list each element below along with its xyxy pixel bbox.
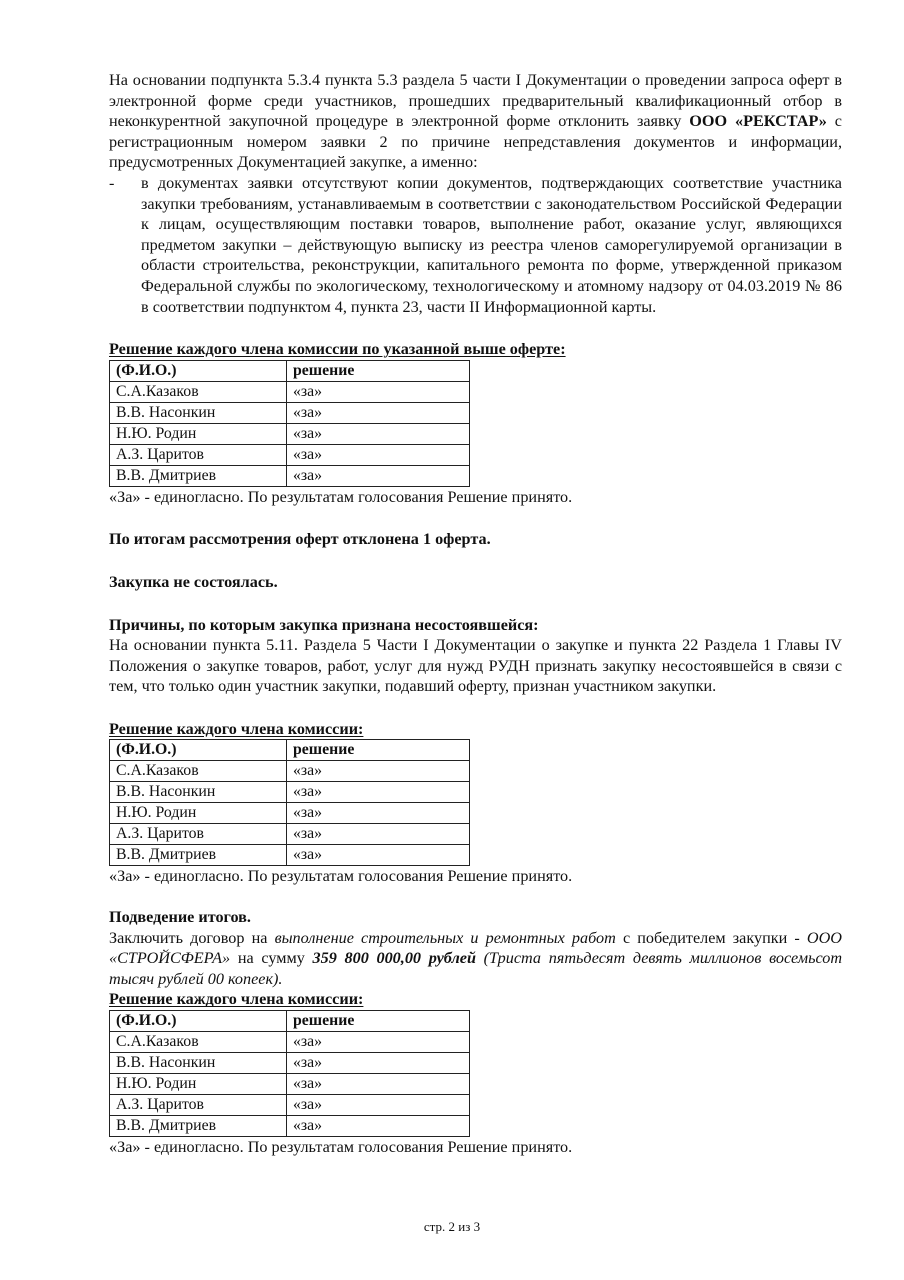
list-dash: - bbox=[109, 173, 115, 192]
vote-heading-1: Решение каждого члена комиссии по указанной выше оферте: bbox=[109, 340, 566, 359]
member-decision: «за» bbox=[287, 1032, 470, 1053]
contract-subject: выполнение строительных и ремонтных работ bbox=[274, 928, 616, 947]
member-decision: «за» bbox=[287, 824, 470, 845]
summary-part: Заключить договор на bbox=[109, 928, 275, 947]
member-name: Н.Ю. Родин bbox=[110, 1074, 287, 1095]
page-number: стр. 2 из 3 bbox=[423, 1219, 481, 1234]
summary-part: на сумму bbox=[230, 949, 313, 968]
member-name: В.В. Насонкин bbox=[110, 402, 287, 423]
table-row bbox=[110, 465, 470, 486]
rejection-reason-item bbox=[109, 173, 842, 317]
member-decision: «за» bbox=[287, 444, 470, 465]
rejection-paragraph bbox=[109, 70, 842, 173]
col-header-decision: решение bbox=[287, 740, 470, 761]
member-decision: «за» bbox=[287, 845, 470, 866]
vote-result-3: «За» - единогласно. По результатам голосования Решение принято. bbox=[109, 1138, 573, 1157]
col-header-decision: решение bbox=[287, 1011, 470, 1032]
member-decision: «за» bbox=[287, 1116, 470, 1137]
rejection-text-end: с регистрационным номером заявки 2 по причине непредставления документов и информации, предусмотренных Документацией закупке, а именно: bbox=[109, 112, 842, 172]
table-row bbox=[110, 1032, 470, 1053]
rejected-summary: По итогам рассмотрения оферт отклонена 1 оферта. bbox=[109, 530, 491, 549]
member-decision: «за» bbox=[287, 1095, 470, 1116]
vote-result-2: «За» - единогласно. По результатам голосования Решение принято. bbox=[109, 867, 573, 886]
member-name: С.А.Казаков bbox=[110, 1032, 287, 1053]
member-name: В.В. Дмитриев bbox=[110, 1116, 287, 1137]
member-decision: «за» bbox=[287, 381, 470, 402]
member-name: В.В. Дмитриев bbox=[110, 845, 287, 866]
table-row bbox=[110, 1074, 470, 1095]
summary-part: с победителем закупки - bbox=[615, 928, 807, 947]
member-decision: «за» bbox=[287, 423, 470, 444]
member-decision: «за» bbox=[287, 402, 470, 423]
vote-table-1 bbox=[109, 360, 470, 487]
table-row bbox=[110, 824, 470, 845]
reasons-heading: Причины, по которым закупка признана несостоявшейся: bbox=[109, 615, 539, 634]
contract-amount: 359 800 000,00 рублей bbox=[312, 949, 476, 968]
member-name: С.А.Казаков bbox=[110, 381, 287, 402]
member-decision: «за» bbox=[287, 803, 470, 824]
vote-heading-3: Решение каждого члена комиссии: bbox=[109, 990, 364, 1009]
table-row bbox=[110, 444, 470, 465]
vote-table-2 bbox=[109, 739, 470, 866]
table-header-row bbox=[110, 1011, 470, 1032]
summary-text bbox=[109, 928, 842, 990]
not-held-statement: Закупка не состоялась. bbox=[109, 572, 278, 591]
summary-heading: Подведение итогов. bbox=[109, 908, 251, 927]
table-row bbox=[110, 381, 470, 402]
member-name: А.З. Царитов bbox=[110, 1095, 287, 1116]
member-decision: «за» bbox=[287, 1053, 470, 1074]
table-row bbox=[110, 402, 470, 423]
contract-amount-words: (Триста пятьдесят девять миллионов восемьсот тысяч рублей 00 копеек). bbox=[109, 949, 843, 988]
vote-heading-2: Решение каждого члена комиссии: bbox=[109, 719, 364, 738]
member-decision: «за» bbox=[287, 1074, 470, 1095]
member-decision: «за» bbox=[287, 761, 470, 782]
col-header-name: (Ф.И.О.) bbox=[110, 1011, 287, 1032]
rejected-company: ООО «РЕКСТАР» bbox=[689, 112, 827, 131]
table-row bbox=[110, 803, 470, 824]
member-name: С.А.Казаков bbox=[110, 761, 287, 782]
member-name: Н.Ю. Родин bbox=[110, 423, 287, 444]
col-header-decision: решение bbox=[287, 360, 470, 381]
rejection-reason-text: в документах заявки отсутствуют копии документов, подтверждающих соответствие участника закупки требованиям, устанавливаемым в соответствии с законодательством Российской Федерации к лицам, осуществляющим поставки товаров, выполнение работ, оказание услуг, являющихся предметом закупки – действующую выписку из реестра членов саморегулируемой организации в области строительства, реконструкции, капитального ремонта по форме, утвержденной приказом Федеральной службы по экологическому, технологическому и атомному надзору от 04.03.2019 № 86 в соответствии подпунктом 4, пункта 23, части II Информационной карты. bbox=[141, 173, 842, 316]
col-header-name: (Ф.И.О.) bbox=[110, 740, 287, 761]
rejection-text-start: На основании подпункта 5.3.4 пункта 5.3 раздела 5 части I Документации о проведении запроса оферт в электронной форме среди участников, прошедших предварительный квалификационный отбор в неконкурентной закупочной процедуре в электронной форме отклонить заявку bbox=[109, 71, 842, 131]
vote-table-3 bbox=[109, 1010, 470, 1137]
member-name: В.В. Насонкин bbox=[110, 782, 287, 803]
table-row bbox=[110, 423, 470, 444]
table-header-row bbox=[110, 740, 470, 761]
member-name: В.В. Насонкин bbox=[110, 1053, 287, 1074]
table-row bbox=[110, 1095, 470, 1116]
member-decision: «за» bbox=[287, 782, 470, 803]
table-row bbox=[110, 761, 470, 782]
table-row bbox=[110, 782, 470, 803]
reasons-text: На основании пункта 5.11. Раздела 5 Части I Документации о закупке и пункта 22 Раздела 1 Главы IV Положения о закупке товаров, работ, услуг для нужд РУДН признать закупку несостоявшейся в связи с тем, что только один участник закупки, подавший оферту, признан участником закупки. bbox=[109, 636, 842, 696]
table-row bbox=[110, 1053, 470, 1074]
member-name: А.З. Царитов bbox=[110, 444, 287, 465]
table-header-row bbox=[110, 360, 470, 381]
member-decision: «за» bbox=[287, 465, 470, 486]
table-row bbox=[110, 845, 470, 866]
member-name: В.В. Дмитриев bbox=[110, 465, 287, 486]
table-row bbox=[110, 1116, 470, 1137]
member-name: А.З. Царитов bbox=[110, 824, 287, 845]
vote-result-1: «За» - единогласно. По результатам голосования Решение принято. bbox=[109, 487, 573, 506]
document-body bbox=[109, 70, 842, 1158]
member-name: Н.Ю. Родин bbox=[110, 803, 287, 824]
winner-company: ООО «СТРОЙСФЕРА» bbox=[109, 928, 842, 968]
col-header-name: (Ф.И.О.) bbox=[110, 360, 287, 381]
